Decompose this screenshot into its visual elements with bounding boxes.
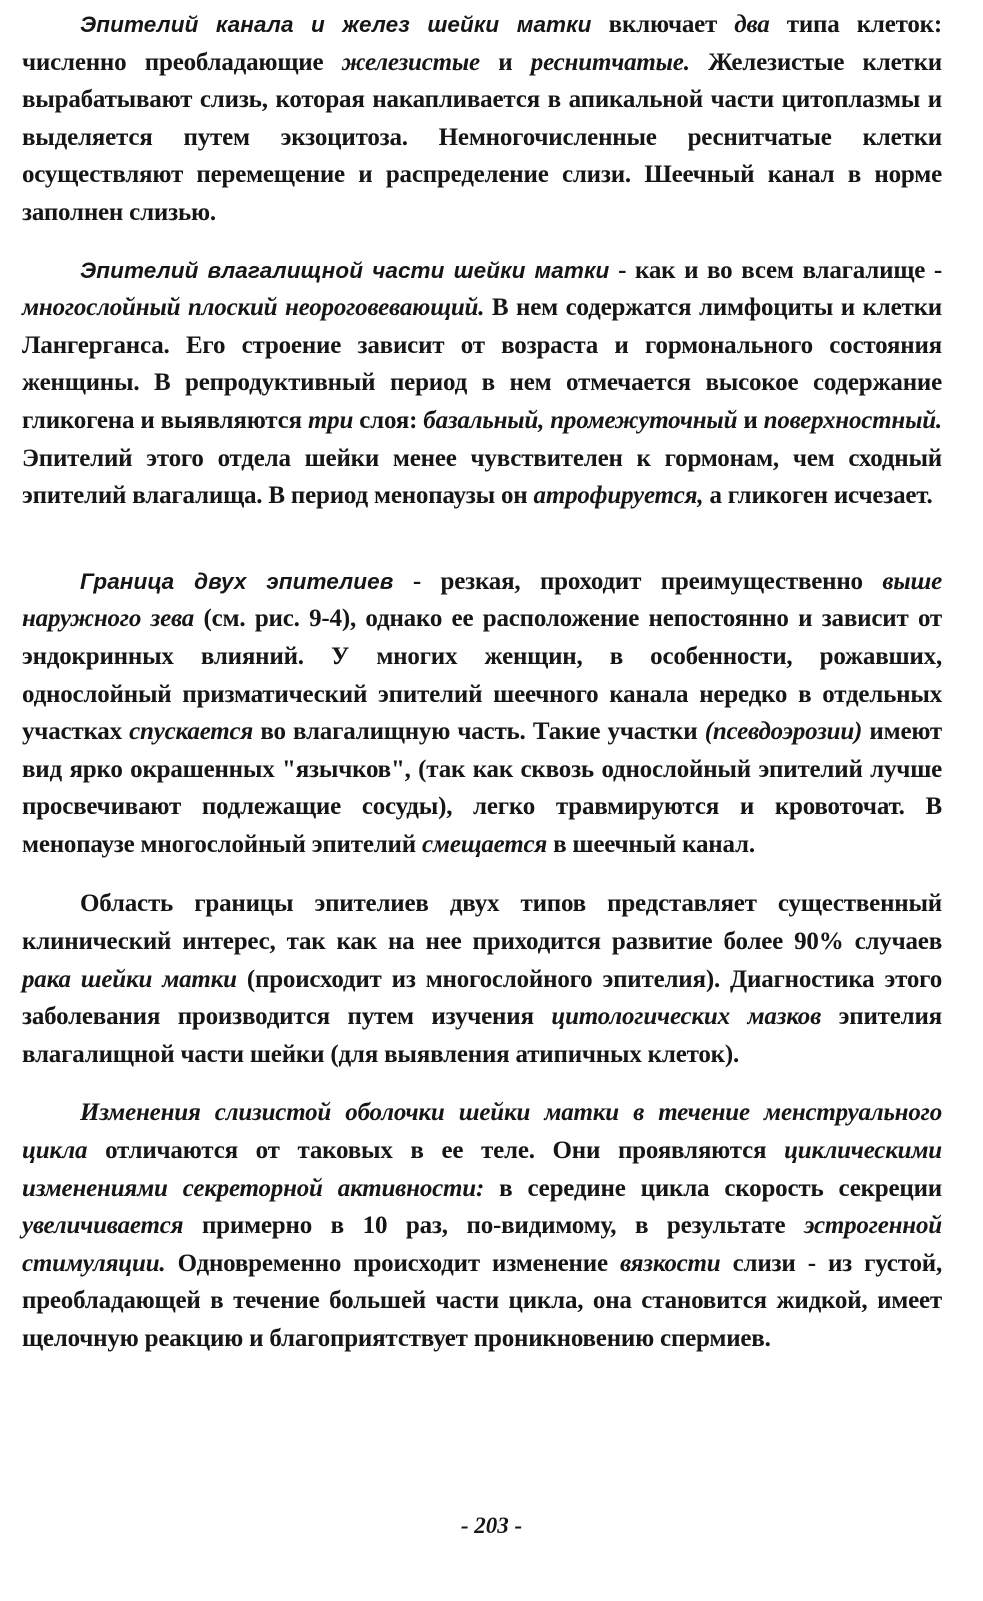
emphasized-text: увеличивается xyxy=(22,1212,184,1240)
text-segment: Область границы эпителиев двух типов представляет существенный клинический интерес, так как на нее приходится развитие более 90% случаев xyxy=(22,890,942,956)
emphasized-text: Граница двух эпителиев xyxy=(80,568,394,594)
emphasized-text: спускается xyxy=(129,718,254,746)
text-segment: и xyxy=(479,48,531,76)
emphasized-text: циклическими изменениями секреторной активности: xyxy=(22,1137,942,1202)
emphasized-text: выше наружного зева xyxy=(22,567,942,633)
paragraph-border-clinical-interest xyxy=(22,885,942,1073)
page-number: - 203 - xyxy=(460,1513,523,1538)
text-segment: Эпителий этого отдела шейки менее чувствителен к гормонам, чем сходный эпителий влагалища. В период менопаузы он xyxy=(22,444,942,510)
emphasized-text: два xyxy=(734,11,770,38)
emphasized-text: три xyxy=(307,406,354,434)
text-segment: В нем содержатся лимфоциты и клетки Лангерганса. Его строение зависит от возраста и гормонального состояния женщины. В репродуктивный период в нем отмечается высокое содержание гликогена и выявляются xyxy=(22,294,942,434)
emphasized-text: многослойный плоский неороговевающий. xyxy=(22,294,485,322)
text-segment: включает xyxy=(591,11,735,38)
text-segment: эпителия влагалищной части шейки (для выявления атипичных клеток). xyxy=(22,1003,942,1068)
text-segment: и xyxy=(737,406,764,434)
emphasized-text: цитологических мазков xyxy=(551,1003,822,1031)
text-segment: примерно в 10 раз, по-видимому, в результате xyxy=(183,1212,805,1240)
emphasized-text: (псевдоэрозии) xyxy=(704,718,863,746)
emphasized-text: поверхностный. xyxy=(763,406,942,434)
text-segment: типа клеток: численно преобладающие xyxy=(22,11,942,76)
paragraph-menstrual-cycle-changes xyxy=(22,1094,942,1357)
text-segment: слизи - из густой, преобладающей в течение большей части цикла, она становится жидкой, имеет щелочную реакцию и благоприятствует проникновению спермиев. xyxy=(22,1249,942,1352)
text-segment: а гликоген исчезает. xyxy=(703,482,933,510)
text-segment: (происходит из многослойного эпителия). Диагностика этого заболевания производится путем изучения xyxy=(22,965,942,1031)
text-segment: имеют вид ярко окрашенных "язычков", (так как сквозь однослойный эпителий лучше просвечивают подлежащие сосуды), легко травмируются и кровоточат. В менопаузе многослойный эпителий xyxy=(22,718,943,858)
text-segment: слоя: xyxy=(353,406,424,434)
emphasized-text: Изменения слизистой оболочки шейки матки в течение менструального цикла xyxy=(22,1099,942,1165)
text-segment: - как и во всем влагалище - xyxy=(609,256,943,284)
paragraph-cervical-canal-epithelium xyxy=(22,6,942,232)
text-segment: отличаются от таковых в ее теле. Они проявляются xyxy=(87,1137,785,1165)
text-segment: Железистые клетки вырабатывают слизь, которая накапливается в апикальной части цитоплазмы и выделяется путем экзоцитоза. Немногочисленные реснитчатые клетки осуществляют перемещение и распределение слизи. Шеечный канал в норме заполнен слизью. xyxy=(22,48,942,226)
emphasized-text: Эпителий канала и желез шейки матки xyxy=(80,12,592,37)
paragraph-vaginal-part-epithelium xyxy=(22,252,942,515)
page-body xyxy=(22,6,942,1358)
emphasized-text: реснитчатые. xyxy=(530,48,690,76)
paragraph-epithelial-border xyxy=(22,563,942,864)
emphasized-text: эстрогенной стимуляции. xyxy=(22,1212,942,1277)
emphasized-text: Эпителий влагалищной части шейки матки xyxy=(80,257,610,283)
text-segment: в середине цикла скорость секреции xyxy=(484,1174,943,1202)
emphasized-text: базальный, промежуточный xyxy=(423,406,738,434)
text-segment: во влагалищную часть. Такие участки xyxy=(253,718,705,746)
text-segment: - резкая, проходит преимущественно xyxy=(393,567,883,595)
emphasized-text: вязкости xyxy=(619,1249,721,1277)
text-segment: Одновременно происходит изменение xyxy=(165,1249,620,1277)
emphasized-text: железистые xyxy=(341,48,480,76)
emphasized-text: смещается xyxy=(422,830,548,858)
text-segment: (см. рис. 9-4), однако ее расположение непостоянно и зависит от эндокринных влияний. У многих женщин, в особенности, рожавших, однослойный призматический эпителий шеечного канала нередко в отдельных участках xyxy=(22,605,943,746)
emphasized-text: атрофируется, xyxy=(533,482,704,510)
text-segment: в шеечный канал. xyxy=(547,830,755,858)
emphasized-text: рака шейки матки xyxy=(22,965,237,993)
